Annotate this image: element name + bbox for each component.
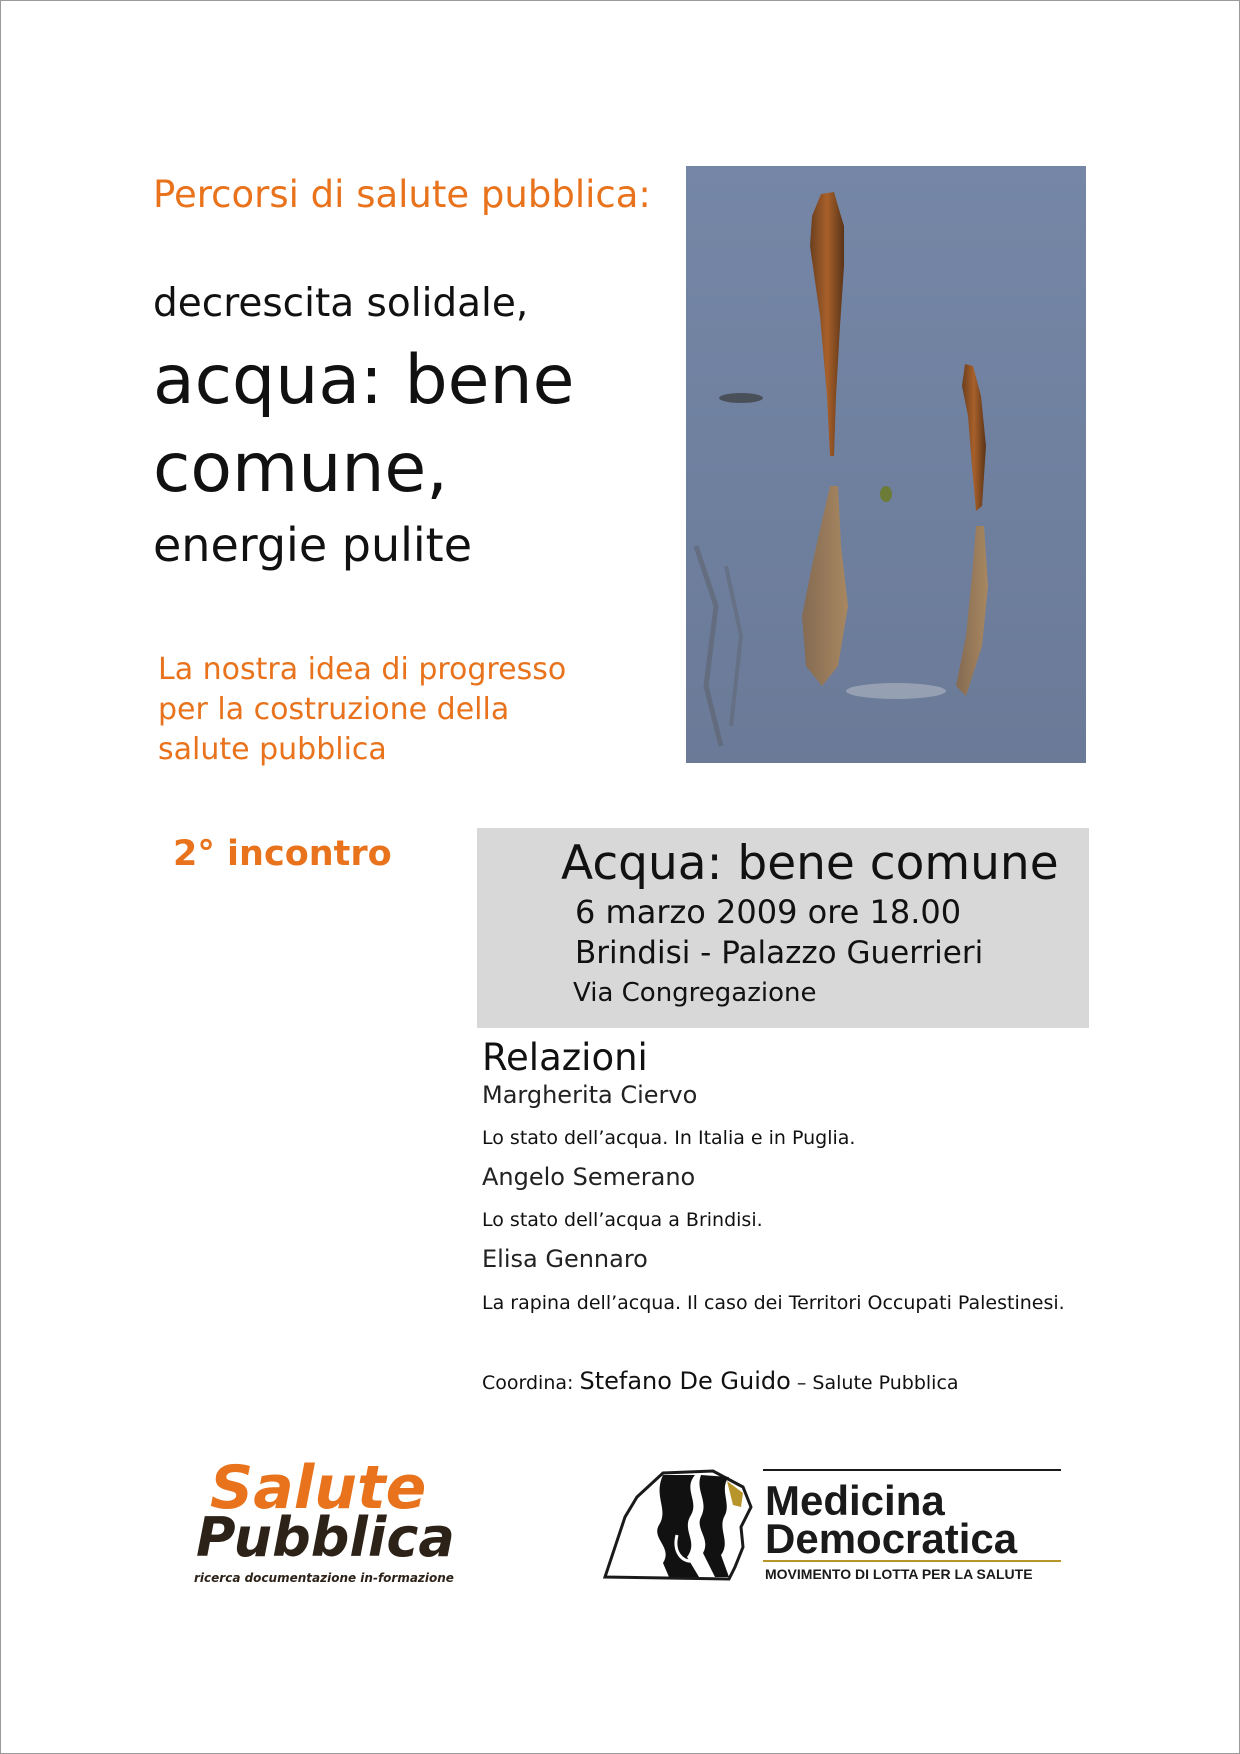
subtitle-line-1: decrescita solidale, (153, 281, 529, 326)
coordinator-affiliation: – Salute Pubblica (796, 1372, 959, 1394)
coordinator-line (482, 1367, 959, 1395)
series-title: Percorsi di salute pubblica: (153, 173, 651, 216)
event-info-box (477, 828, 1089, 1028)
salute-pubblica-logo (190, 1450, 530, 1590)
speaker-name: Elisa Gennaro (482, 1245, 648, 1273)
logo-tagline-sp: ricerca documentazione in-formazione (194, 1571, 454, 1585)
talk-title: La rapina dell’acqua. Il caso dei Territori Occupati Palestinesi. (482, 1292, 1065, 1314)
logo-tagline-md: MOVIMENTO DI LOTTA PER LA SALUTE (765, 1566, 1033, 1582)
logo-word-medicina: Medicina (765, 1477, 945, 1524)
reeds-photo (686, 166, 1086, 763)
coordinator-label: Coordina: (482, 1372, 574, 1394)
subtitle-line-2: acqua: bene comune, (153, 341, 575, 508)
speaker-name: Margherita Ciervo (482, 1081, 698, 1109)
event-title: Acqua: bene comune (561, 836, 1059, 891)
subtitle-line-3: energie pulite (153, 518, 473, 572)
logo-word-salute: Salute (210, 1453, 427, 1523)
medicina-democratica-logo (603, 1467, 1063, 1585)
talk-title: Lo stato dell’acqua. In Italia e in Puglia. (482, 1127, 856, 1149)
logo-word-pubblica: Pubblica (196, 1506, 455, 1569)
talk-title: Lo stato dell’acqua a Brindisi. (482, 1209, 763, 1231)
talks-heading: Relazioni (482, 1036, 648, 1079)
event-street: Via Congregazione (573, 978, 817, 1008)
logo-word-democratica: Democratica (765, 1515, 1018, 1562)
speaker-name: Angelo Semerano (482, 1163, 696, 1191)
event-date: 6 marzo 2009 ore 18.00 (575, 893, 962, 931)
profiles-emblem-icon (605, 1471, 751, 1579)
meeting-number: 2° incontro (173, 834, 392, 874)
tagline: La nostra idea di progresso per la costruzione della salute pubblica (158, 652, 567, 767)
coordinator-name: Stefano De Guido (579, 1367, 791, 1395)
event-place: Brindisi - Palazzo Guerrieri (575, 935, 984, 971)
